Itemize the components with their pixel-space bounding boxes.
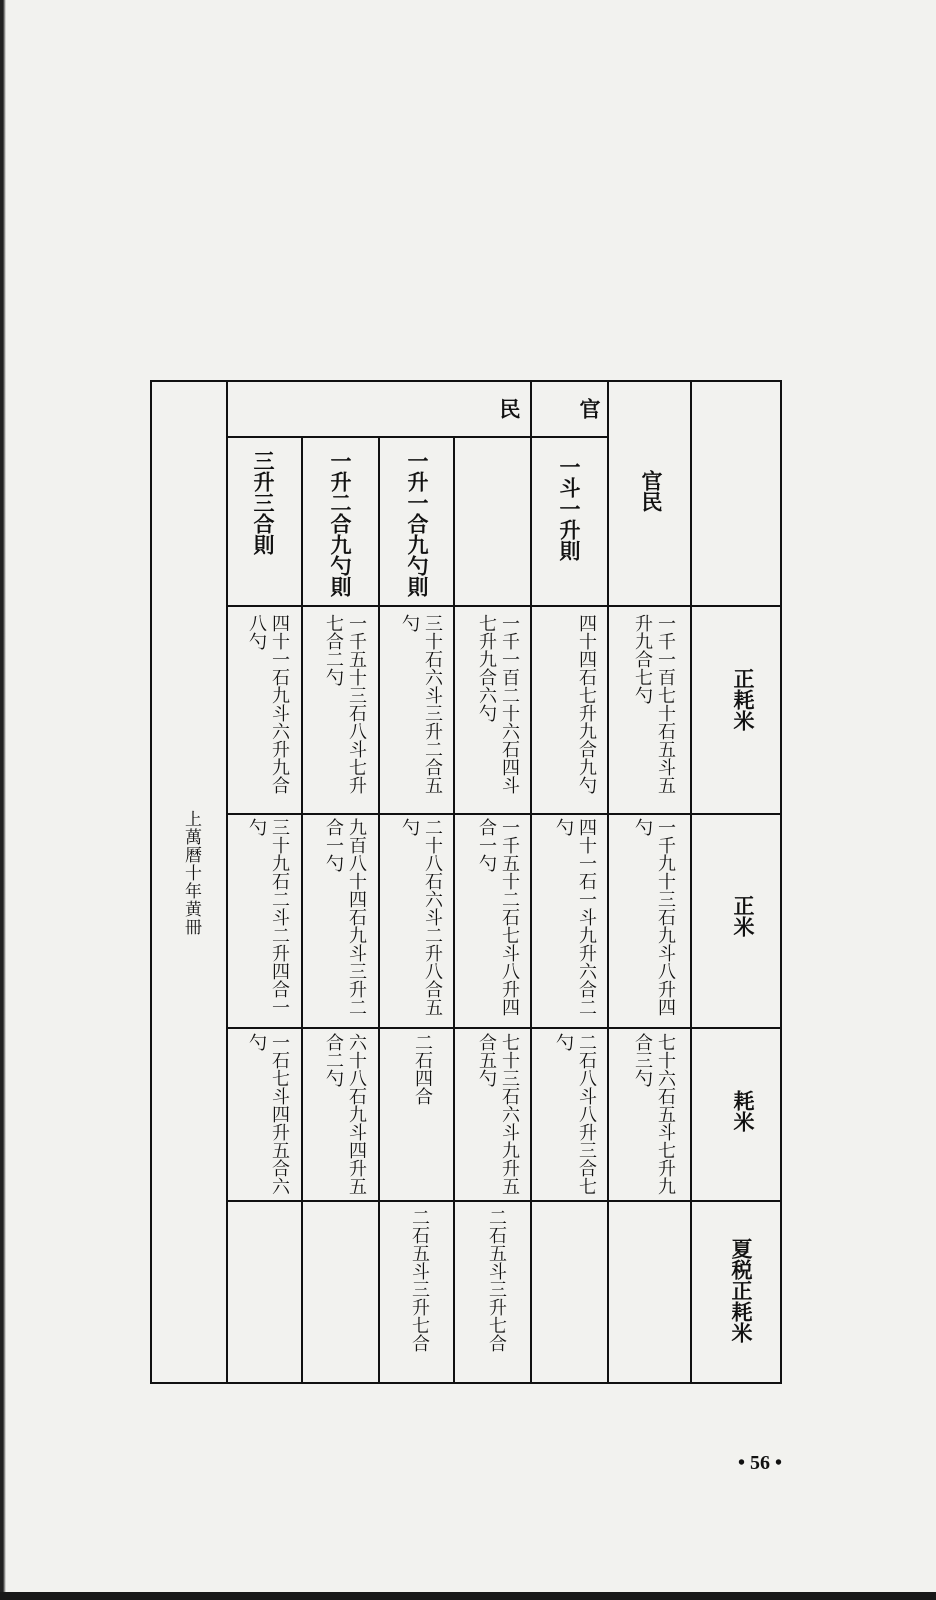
cell-xiashui: [318, 1208, 368, 1378]
cell-zhenghaomi: 一千一百二十六石四斗七升九合六勺: [476, 614, 520, 794]
cell-haomi: 六十八石九斗四升五合二勺: [323, 1033, 367, 1195]
row-label: 一升一合九勺則: [405, 450, 430, 597]
table-rule: [607, 380, 609, 1384]
header-zhengmi: 正米: [731, 895, 756, 937]
table-rule: [690, 380, 692, 1384]
cell-zhengmi: 九百八十四石九斗三升二合一勺: [323, 818, 367, 1016]
cell-zhenghaomi: 四十一石九斗六升九合八勺: [246, 614, 290, 794]
header-haomi: 耗米: [731, 1090, 756, 1132]
header-zhenghaomi: 正耗米: [731, 668, 756, 731]
group-header-guan: 官: [577, 398, 602, 419]
source-caption: 上萬曆十年黄冊: [181, 810, 201, 936]
cell-xiashui: 二石五斗三升七合: [486, 1208, 507, 1352]
table-rule: [226, 436, 608, 438]
page-number: • 56 •: [738, 1452, 783, 1474]
table-rule: [226, 605, 782, 607]
table-rule: [301, 436, 303, 1384]
cell-haomi: 一石七斗四升五合六勺: [246, 1033, 290, 1195]
cell-haomi: 七十六石五斗七升九合三勺: [632, 1033, 676, 1195]
cell-xiashui: 二石五斗三升七合: [409, 1208, 430, 1352]
table-rule: [226, 1200, 782, 1202]
cell-zhenghaomi: 四十四石七升九合九勺: [576, 614, 597, 794]
cell-haomi: 二石四合: [412, 1033, 433, 1105]
scan-left-edge: [0, 0, 6, 1600]
row-header-guanmin: 官民: [639, 470, 664, 512]
row-label: 三升三合則: [251, 450, 276, 555]
cell-zhenghaomi: 一千一百七十石五斗五升九合七勺: [632, 614, 676, 794]
cell-haomi: 二石八斗八升三合七勺: [553, 1033, 597, 1195]
cell-zhengmi: 一千九十三石九斗八升四勺: [632, 818, 676, 1016]
cell-zhengmi: 二十八石六斗二升八合五勺: [399, 818, 443, 1016]
table-rule: [226, 813, 782, 815]
cell-zhengmi: 一千五十二石七斗八升四合一勺: [476, 818, 520, 1016]
table-rule: [226, 1027, 782, 1029]
table-rule: [226, 380, 228, 1384]
row-label: 一升二合九勺則: [328, 450, 353, 597]
cell-zhengmi: 四十一石一斗九升六合二勺: [553, 818, 597, 1016]
scan-bottom-edge: [0, 1592, 936, 1600]
table-rule: [453, 436, 455, 1384]
group-header-min: 民: [497, 398, 522, 419]
cell-xiashui: [241, 1208, 291, 1378]
cell-zhengmi: 三十九石二斗二升四合一勺: [246, 818, 290, 1016]
cell-xiashui: [627, 1208, 677, 1378]
cell-xiashui: [548, 1208, 598, 1378]
table-rule: [530, 380, 532, 1384]
cell-haomi: 七十三石六斗九升五合五勺: [476, 1033, 520, 1195]
cell-zhenghaomi: 一千五十三石八斗七升七合二勺: [323, 614, 367, 794]
row-label: 一斗一升則: [557, 456, 582, 561]
header-xiashui: 夏税正耗米: [729, 1238, 754, 1343]
cell-zhenghaomi: 三十石六斗三升二合五勺: [399, 614, 443, 794]
table-rule: [378, 436, 380, 1384]
